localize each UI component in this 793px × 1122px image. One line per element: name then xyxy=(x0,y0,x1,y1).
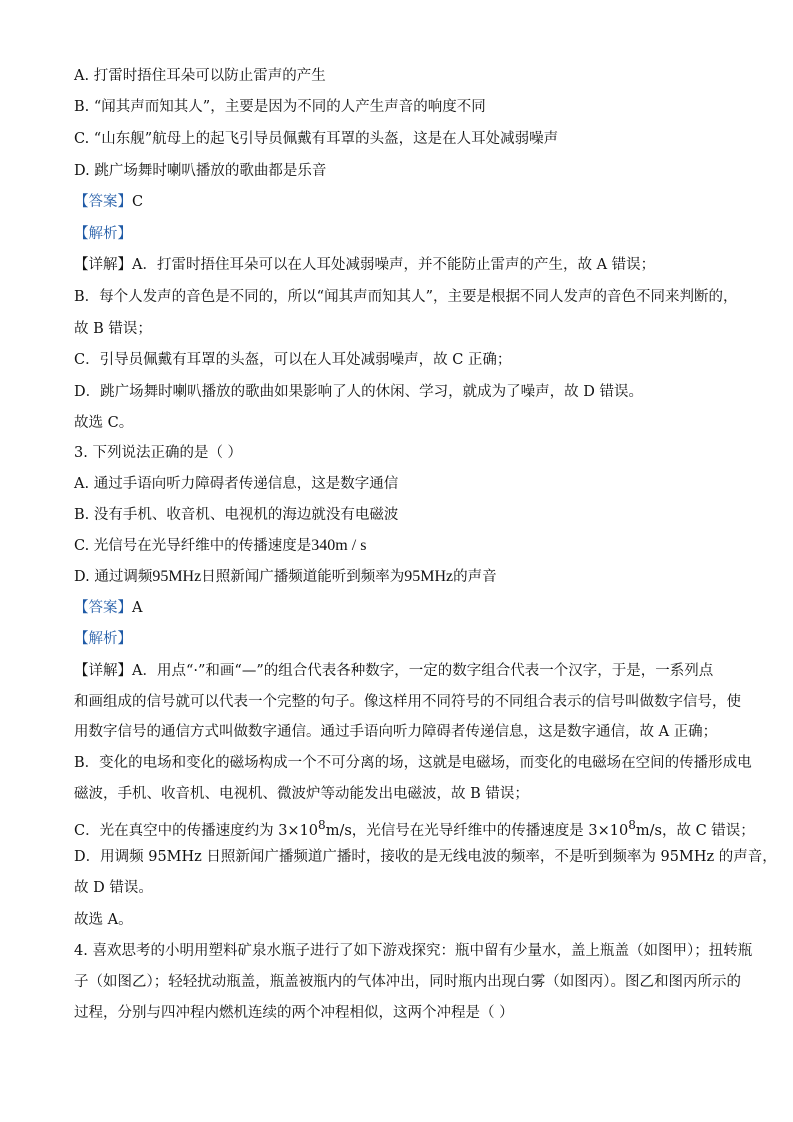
q3-option-c-speed: 340m / s xyxy=(311,537,367,554)
answer-value: C xyxy=(132,194,144,210)
q3-option-d xyxy=(74,567,734,587)
q3-detail-6-post: m/s，故 C 错误； xyxy=(635,822,755,839)
q3-detail-6-mid: m/s，光信号在光导纤维中的传播速度是 3×10 xyxy=(325,822,629,839)
q3-option-c-text: C. 光信号在光导纤维中的传播速度是 xyxy=(74,538,312,554)
q2-option-c: C. “山东舰”航母上的起飞引导员佩戴有耳罩的头盔，这是在人耳处减弱噪声 xyxy=(74,131,559,147)
answer-value: A xyxy=(132,600,143,616)
q3-detail-6 xyxy=(74,815,755,841)
q3-detail-5: 磁波，手机、收音机、电视机、微波炉等动能发出电磁波，故 B 错误； xyxy=(74,786,529,802)
q3-detail-1: 【详解】A．用点“·”和画“—”的组合代表各种数字，一定的数字组合代表一个汉字，于是，一系列点 xyxy=(74,663,714,679)
q2-answer-line xyxy=(74,192,734,212)
q3-answer-line xyxy=(74,598,734,618)
answer-tag: 【答案】 xyxy=(74,194,132,210)
q3-analysis-tag: 【解析】 xyxy=(74,631,132,647)
q3-option-d-freq-1: 95MHz xyxy=(152,568,202,585)
q3-detail-7: D．用调频 95MHz 日照新闻广播频道广播时，接收的是无线电波的频率，不是听到频率为 95MHz 的声音， xyxy=(74,849,777,865)
q3-option-d-freq-2: 95MHz xyxy=(404,568,454,585)
q3-option-d-pre: D. 通过调频 xyxy=(74,569,153,585)
q2-conclusion: 故选 C。 xyxy=(74,415,134,431)
q3-detail-2: 和画组成的信号就可以代表一个完整的句子。像这样用不同符号的不同组合表示的信号叫做数字信号，使 xyxy=(74,694,741,710)
q2-option-d: D. 跳广场舞时喇叭播放的歌曲都是乐音 xyxy=(74,163,327,179)
q2-analysis-tag: 【解析】 xyxy=(74,226,132,242)
q3-detail-8: 故 D 错误。 xyxy=(74,880,153,896)
q3-stem: 3. 下列说法正确的是（ ） xyxy=(74,445,243,461)
q3-option-c xyxy=(74,536,734,556)
q4-stem-3: 过程，分别与四冲程内燃机连续的两个冲程相似，这两个冲程是（ ） xyxy=(74,1005,514,1021)
q2-detail-4: C．引导员佩戴有耳罩的头盔，可以在人耳处减弱噪声，故 C 正确； xyxy=(74,352,512,368)
q3-detail-6-pre: C．光在真空中的传播速度约为 3×10 xyxy=(74,822,319,839)
q3-option-d-post: 的声音 xyxy=(453,569,497,585)
q3-conclusion: 故选 A。 xyxy=(74,912,133,928)
q3-option-a: A. 通过手语向听力障碍者传递信息，这是数字通信 xyxy=(74,476,399,492)
q2-detail-2: B．每个人发声的音色是不同的，所以“闻其声而知其人”，主要是根据不同人发声的音色不同来判断的， xyxy=(74,289,738,305)
q2-detail-3: 故 B 错误； xyxy=(74,321,152,337)
q3-detail-3: 用数字信号的通信方式叫做数字通信。通过手语向听力障碍者传递信息，这是数字通信，故 A 正确； xyxy=(74,724,718,740)
exponent: 8 xyxy=(628,818,636,832)
q2-detail-1: 【详解】A．打雷时捂住耳朵可以在人耳处减弱噪声，并不能防止雷声的产生，故 A 错误； xyxy=(74,257,656,273)
q2-detail-5: D．跳广场舞时喇叭播放的歌曲如果影响了人的休闲、学习，就成为了噪声，故 D 错误。 xyxy=(74,384,643,400)
q4-stem-1: 4. 喜欢思考的小明用塑料矿泉水瓶子进行了如下游戏探究：瓶中留有少量水，盖上瓶盖（如图甲）；扭转瓶 xyxy=(74,943,753,959)
answer-tag: 【答案】 xyxy=(74,600,132,616)
q3-option-b: B. 没有手机、收音机、电视机的海边就没有电磁波 xyxy=(74,507,399,523)
exponent: 8 xyxy=(318,818,326,832)
q3-option-d-mid: 日照新闻广播频道能听到频率为 xyxy=(201,569,405,585)
q2-option-b: B. “闻其声而知其人”，主要是因为不同的人产生声音的响度不同 xyxy=(74,99,486,115)
q3-detail-4: B．变化的电场和变化的磁场构成一个不可分离的场，这就是电磁场，而变化的电磁场在空间的传播形成电 xyxy=(74,755,752,771)
q4-stem-2: 子（如图乙）；轻轻扰动瓶盖，瓶盖被瓶内的气体冲出，同时瓶内出现白雾（如图丙）。图乙和图丙所示的 xyxy=(74,974,741,990)
q2-option-a: A. 打雷时捂住耳朵可以防止雷声的产生 xyxy=(74,68,326,84)
